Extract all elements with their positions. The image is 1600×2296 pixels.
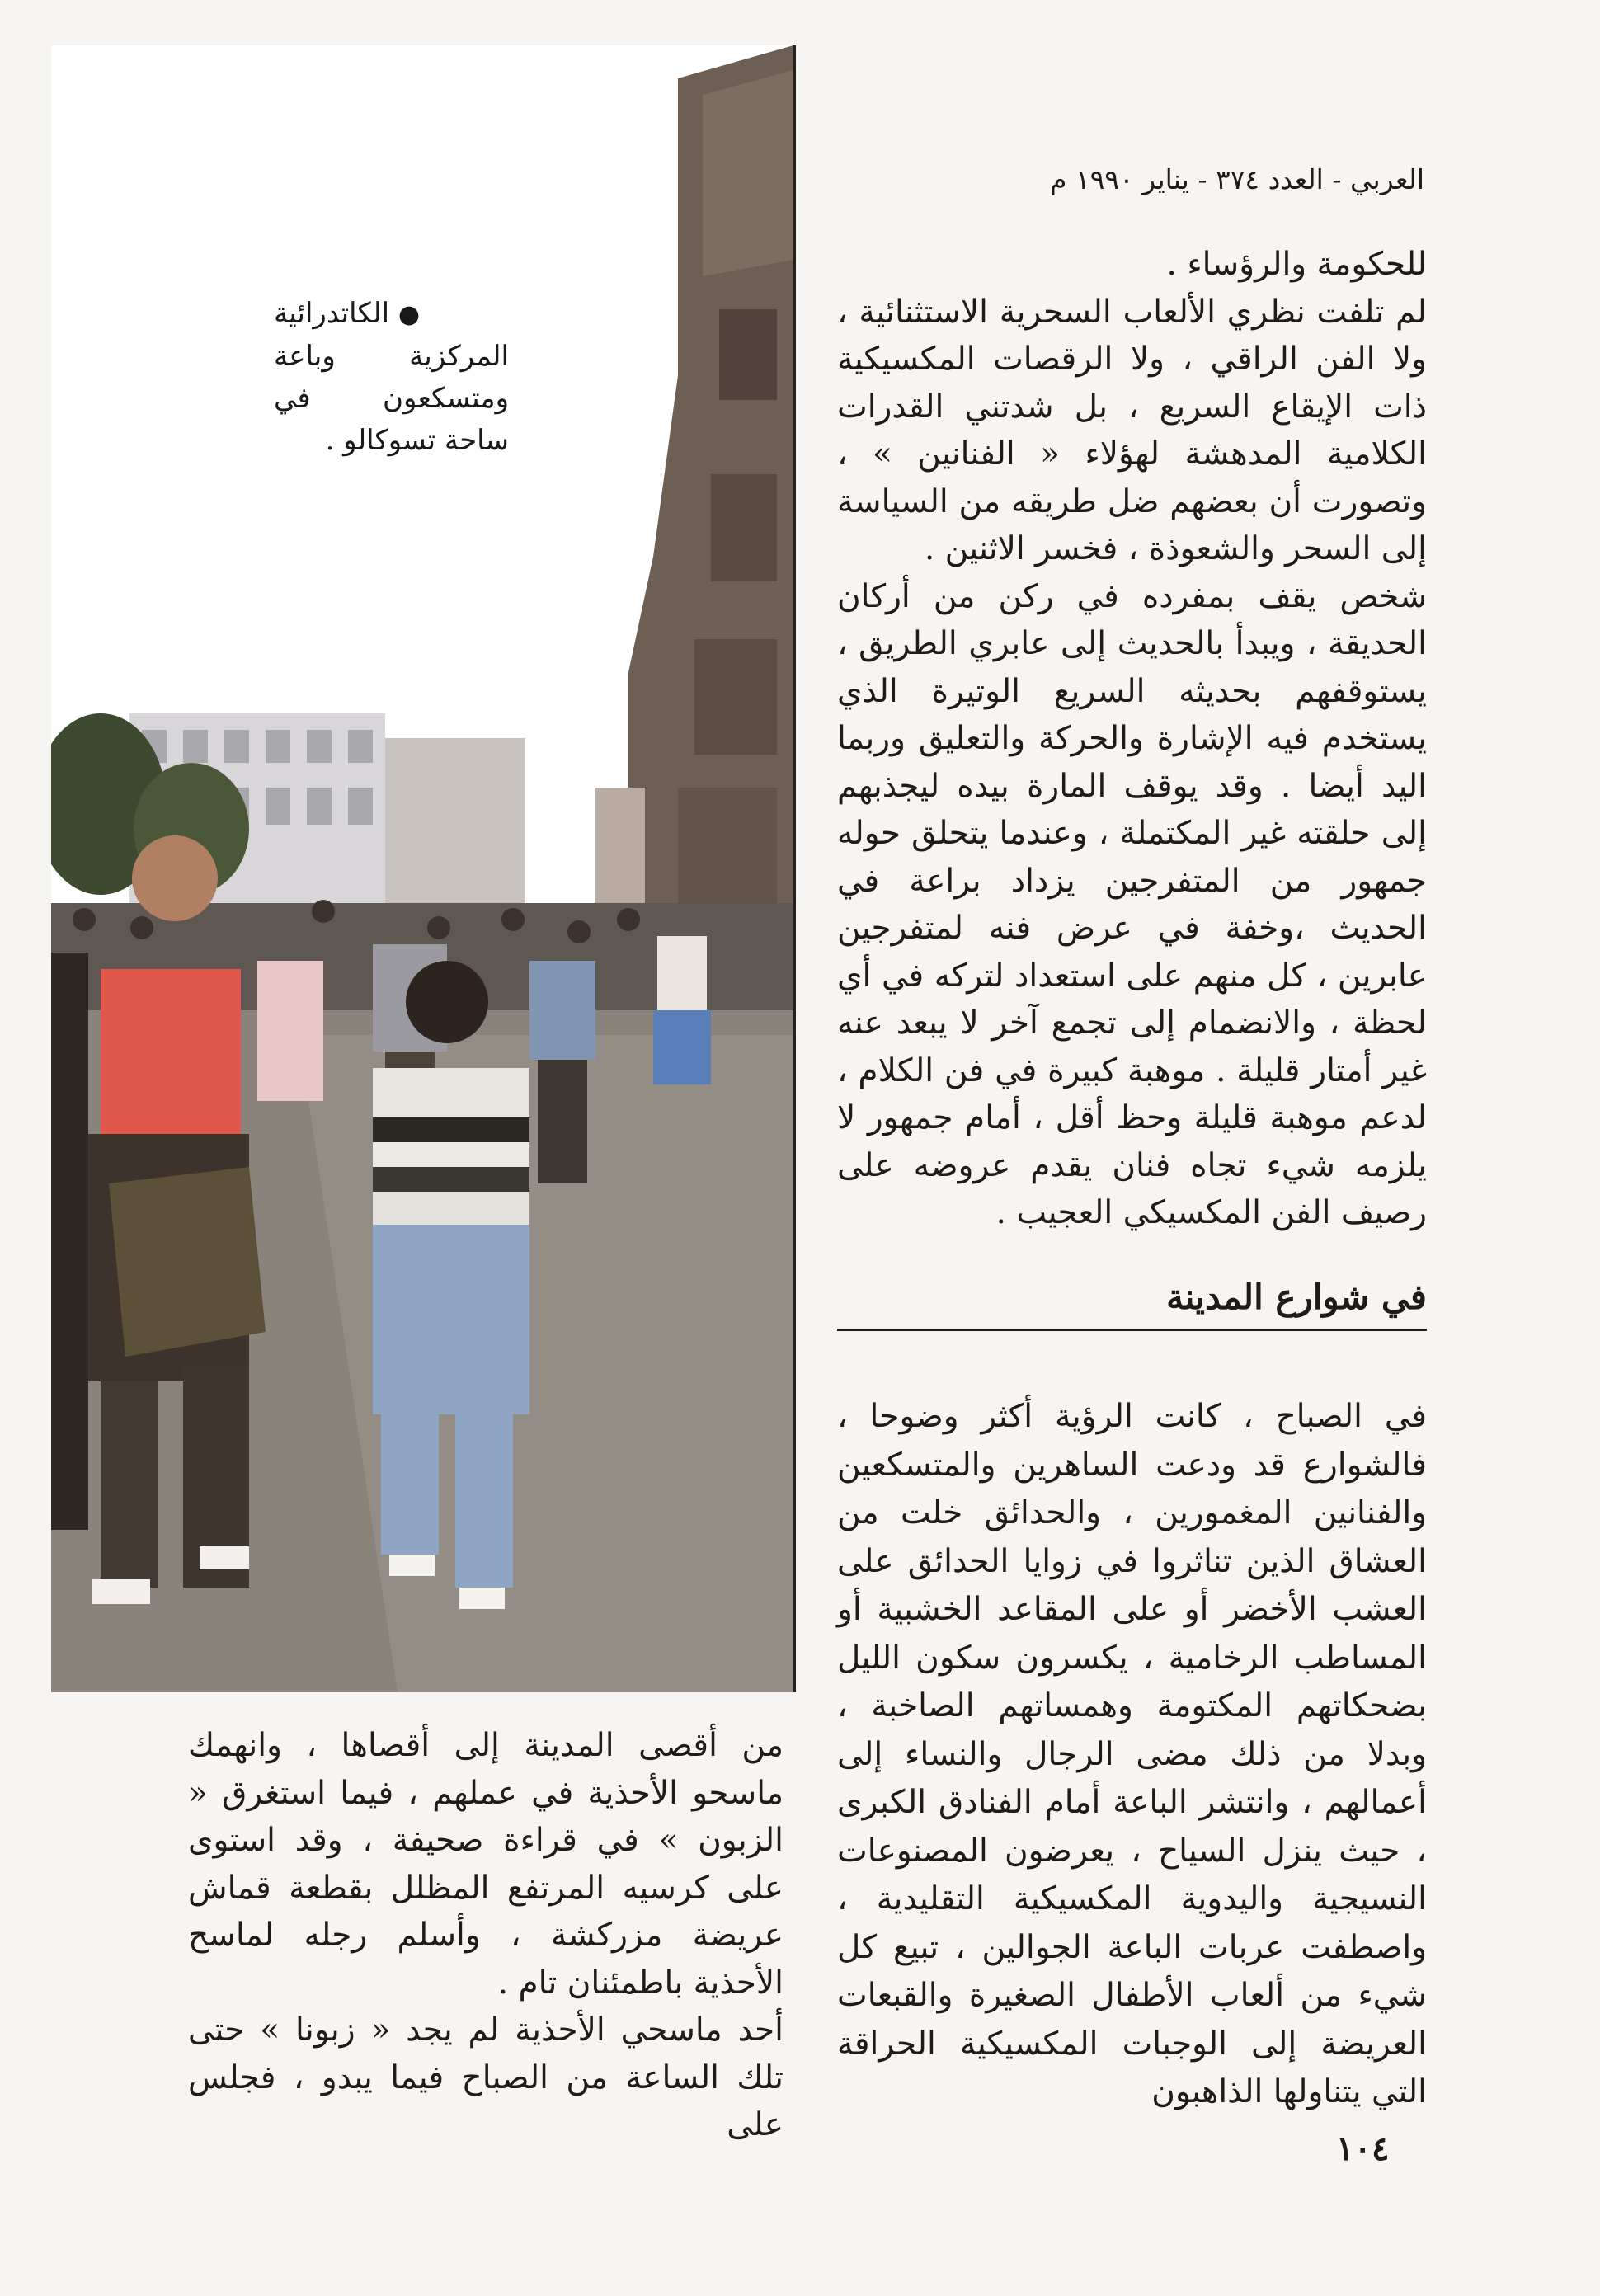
article-column-right-lower — [837, 1361, 1427, 2149]
paragraph: للحكومة والرؤساء . — [1166, 246, 1427, 283]
section-heading: في شوارع المدينة — [837, 1277, 1427, 1331]
street-photo — [51, 45, 796, 1692]
paragraph: أحد ماسحي الأحذية لم يجد « زبونا » حتى تلك الساعة من الصباح فيما يبدو ، فجلس على — [188, 2011, 784, 2143]
caption-bullet-icon: ● — [398, 300, 509, 329]
page-number: ١٠٤ — [1336, 2129, 1390, 2168]
paragraph: لم تلفت نظري الألعاب السحرية الاستثنائية ، ولا الفن الراقي ، ولا الرقصات المكسيكية ذات الإيقاع السريع ، بل شدتني القدرات الكلامية المدهشة لهؤلاء « الفنانين » ، وتصورت أن بعضهم ضل طريقه من السياسة إلى السحر والشعوذة ، فخسر الاثنين . — [837, 293, 1427, 567]
caption-text: الكاتدرائية المركزية وباعة ومتسكعون في ساحة تسوكالو . — [274, 297, 509, 457]
article-column-left — [188, 1722, 784, 2149]
photo-caption — [274, 293, 509, 462]
paragraph: من أقصى المدينة إلى أقصاها ، وانهمك ماسحو الأحذية في عملهم ، فيما استغرق « الزبون » في قراءة صحيفة ، وقد استوى على كرسيه المرتفع المظلل بقطعة قماش عريضة مزركشة ، وأسلم رجله لماسح الأحذية باطمئنان تام . — [188, 1727, 784, 2002]
paragraph: في الصباح ، كانت الرؤية أكثر وضوحا ، فالشوارع قد ودعت الساهرين والمتسكعين والفنانين المغمورين ، والحدائق خلت من العشاق الذين تناثروا في زوايا الحدائق على العشب الأخضر أو على المقاعد الخشبية أو المساطب الرخامية ، يكسرون سكون الليل بضحكاتهم المكتومة وهمساتهم الصاخبة ، وبدلا من ذلك مضى الرجال والنساء إلى أعمالهم ، وانتشر الباعة أمام الفنادق الكبرى ، حيث ينزل السياح ، يعرضون المصنوعات النسيجية واليدوية المكسيكية التقليدية ، واصطفت عربات الباعة الجوالين ، تبيع كل شيء من ألعاب الأطفال الصغيرة والقبعات العريضة إلى الوجبات المكسيكية الحراقة التي يتناولها الذاهبون — [837, 1398, 1427, 2110]
running-head: العربي - العدد ٣٧٤ - يناير ١٩٩٠ م — [1049, 163, 1424, 195]
paragraph: شخص يقف بمفرده في ركن من أركان الحديقة ، ويبدأ بالحديث إلى عابري الطريق ، يستوقفهم بحديثه السريع الوتيرة الذي يستخدم فيه الإشارة والحركة والتعليق وربما اليد أيضا . وقد يوقف المارة بيده ليجذبهم إلى حلقته غير المكتملة ، وعندما يتحلق حوله جمهور من المتفرجين يزداد براعة في الحديث ،وخفة في عرض فنه لمتفرجين عابرين ، كل منهم على استعداد لتركه في أي لحظة ، والانضمام إلى تجمع آخر لا يبعد عنه غير أمتار قليلة . موهبة كبيرة في فن الكلام ، لدعم موهبة قليلة وحظ أقل ، أمام جمهور لا يلزمه شيء تجاه فنان يقدم عروضه على رصيف الفن المكسيكي العجيب . — [837, 577, 1427, 1231]
article-column-right — [837, 241, 1427, 1237]
